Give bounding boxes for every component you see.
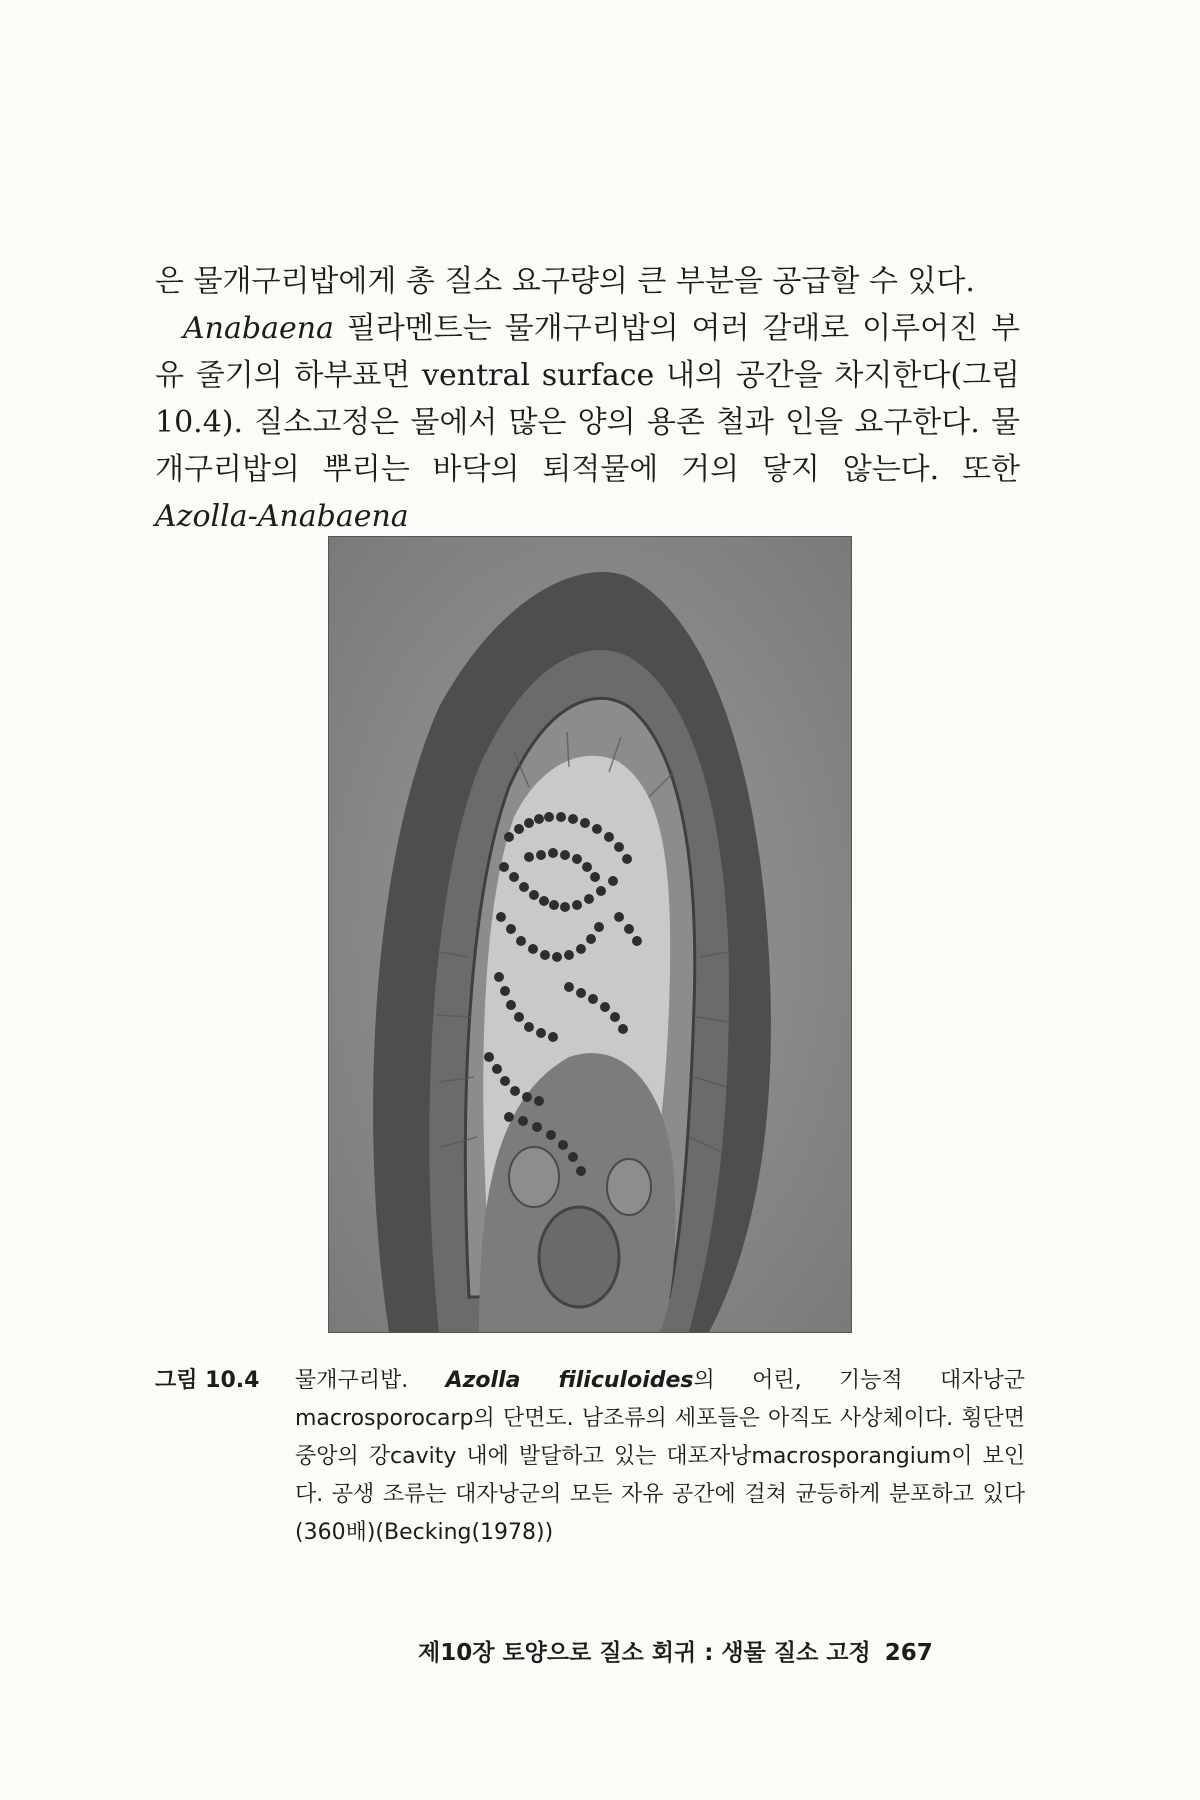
caption-prefix: 물개구리밥. — [295, 1368, 446, 1393]
paragraph-text: 필라멘트는 물개구리밥의 여러 갈래로 이루어진 부유 줄기의 하부표면 ventral surface 내의 공간을 차지한다(그림 10.4). 질소고정은 물에서 많은 양의 용존 철과 인을 요구한다. 물개구리밥의 뿌리는 바닥의 퇴적물에 거의 닿지 않는다. 또한 — [155, 311, 1020, 487]
genus-italic: Anabaena — [183, 311, 334, 346]
figure-label: 그림 10.4 — [155, 1368, 260, 1393]
page-number: 267 — [884, 1640, 933, 1666]
caption-body: 의 어린, 기능적 대자낭군macrosporocarp의 단면도. 남조류의 세포들은 아직도 사상체이다. 횡단면 중앙의 강cavity 내에 발달하고 있는 대포자낭macrosporangium이 보인다. 공생 조류는 대자낭군의 모든 자유 공간에 걸쳐 균등하게 분포하고 있다(360배)(Becking(1978)) — [295, 1368, 1026, 1545]
body-text — [155, 258, 1020, 540]
symbiosis-italic: Azolla-Anabaena — [155, 499, 409, 534]
chapter-title: 제10장 토양으로 질소 회귀 : 생물 질소 고정 — [418, 1640, 871, 1666]
micrograph-image — [329, 537, 851, 1332]
body-line-continuation: 은 물개구리밥에게 총 질소 요구량의 큰 부분을 공급할 수 있다. — [155, 264, 975, 299]
species-italic: Azolla filiculoides — [445, 1368, 694, 1393]
body-paragraph — [155, 305, 1020, 540]
running-footer — [418, 1634, 978, 1667]
micrograph-figure — [328, 536, 852, 1333]
caption-text — [295, 1362, 1025, 1552]
